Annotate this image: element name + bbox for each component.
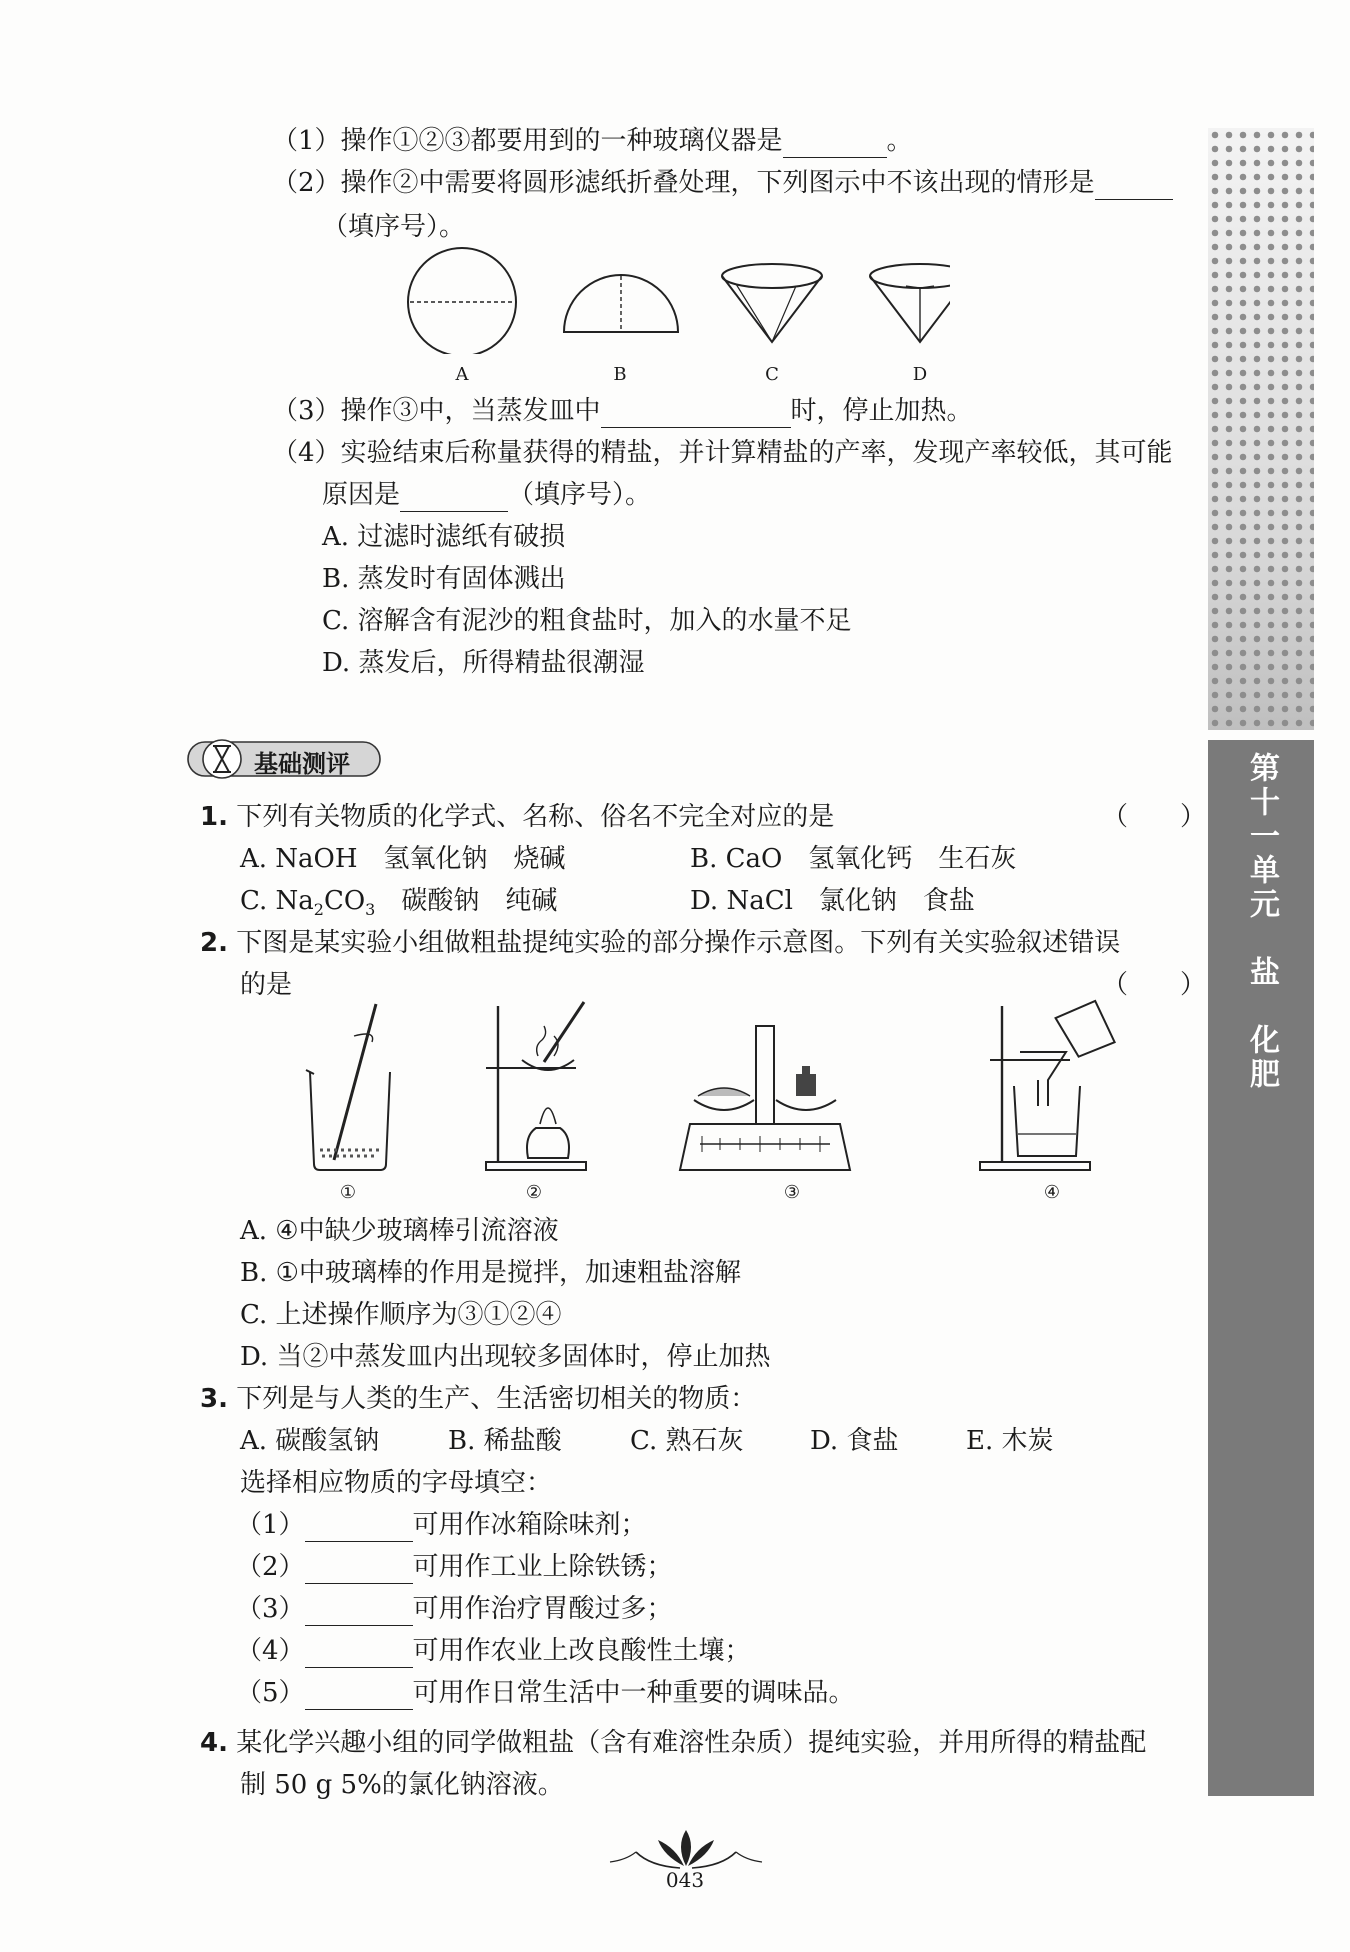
top-q4-suffix: （填序号）。 bbox=[508, 480, 652, 510]
q4-stem bbox=[200, 1726, 1146, 1760]
q3-item-1-label: （1） bbox=[236, 1510, 305, 1540]
fig-label-3: ③ bbox=[783, 1182, 801, 1203]
filter-b-figure bbox=[564, 275, 678, 332]
fig-label-4: ④ bbox=[1043, 1182, 1061, 1203]
q1-text: 下列有关物质的化学式、名称、俗名不完全对应的是 bbox=[236, 802, 835, 832]
filter-label-c: C bbox=[765, 364, 779, 385]
q1-option-c-pre: C. Na bbox=[240, 886, 314, 916]
q2-text-line2: 的是 bbox=[240, 970, 293, 1000]
filter-label-b: B bbox=[613, 364, 627, 385]
q3-choice-a: A. 碳酸氢钠 bbox=[240, 1426, 380, 1456]
answer-blank[interactable] bbox=[783, 131, 887, 158]
top-q3-text: （3）操作③中，当蒸发皿中 bbox=[272, 396, 601, 426]
q1-option-c-sub2: 3 bbox=[365, 900, 376, 920]
q3-item-2-text: 可用作工业上除铁锈； bbox=[412, 1552, 673, 1582]
top-q3-suffix: 时，停止加热。 bbox=[790, 396, 973, 426]
filter-d-figure bbox=[870, 264, 950, 342]
q2-stem bbox=[200, 926, 1120, 960]
top-q2-line2: （填序号）。 bbox=[322, 212, 466, 242]
q3-choice-c: C. 熟石灰 bbox=[630, 1426, 744, 1456]
q1-option-c-post: 碳酸钠 纯碱 bbox=[375, 886, 558, 916]
q2-option-c: C. 上述操作顺序为③①②④ bbox=[240, 1300, 562, 1330]
filter-a-figure bbox=[408, 248, 516, 354]
top-q1-suffix: 。 bbox=[886, 126, 913, 156]
q3-choice-e: E. 木炭 bbox=[966, 1426, 1054, 1456]
balance-scale-figure bbox=[680, 1026, 850, 1170]
q1-option-b: B. CaO 氢氧化钙 生石灰 bbox=[690, 844, 1017, 874]
q3-item-2-label: （2） bbox=[236, 1552, 305, 1582]
page-number: 043 bbox=[665, 1868, 705, 1892]
fig-label-1: ① bbox=[339, 1182, 357, 1203]
q2-text: 下图是某实验小组做粗盐提纯实验的部分操作示意图。下列有关实验叙述错误 bbox=[236, 928, 1121, 958]
top-q2-line1 bbox=[272, 166, 1173, 200]
q4-text: 某化学兴趣小组的同学做粗盐（含有难溶性杂质）提纯实验，并用所得的精盐配 bbox=[236, 1728, 1147, 1758]
q1-option-c-mid: CO bbox=[323, 886, 366, 916]
q3-choice-d: D. 食盐 bbox=[810, 1426, 899, 1456]
filter-label-a: A bbox=[455, 364, 469, 385]
q4-text-line2: 制 50 g 5%的氯化钠溶液。 bbox=[240, 1770, 564, 1800]
q3-item-3-label: （3） bbox=[236, 1594, 305, 1624]
answer-blank[interactable] bbox=[305, 1557, 413, 1584]
q3-item-1-text: 可用作冰箱除味剂； bbox=[412, 1510, 647, 1540]
q1-option-c-sub1: 2 bbox=[313, 900, 324, 920]
q2-apparatus-figures bbox=[290, 996, 1140, 1176]
top-q2-text: （2）操作②中需要将圆形滤纸折叠处理，下列图示中不该出现的情形是 bbox=[272, 168, 1095, 198]
q3-item-3 bbox=[236, 1592, 673, 1626]
q3-instruction: 选择相应物质的字母填空： bbox=[240, 1468, 553, 1498]
hourglass-icon bbox=[203, 740, 241, 778]
answer-blank[interactable] bbox=[601, 401, 791, 428]
q1-option-a: A. NaOH 氢氧化钠 烧碱 bbox=[240, 844, 566, 874]
fig-label-2: ② bbox=[525, 1182, 543, 1203]
filtration-figure bbox=[980, 999, 1116, 1170]
top-q1-text: （1）操作①②③都要用到的一种玻璃仪器是 bbox=[272, 126, 783, 156]
top-q4-option-c: C. 溶解含有泥沙的粗食盐时，加入的水量不足 bbox=[322, 606, 852, 636]
q3-choice-b: B. 稀盐酸 bbox=[448, 1426, 562, 1456]
top-q1 bbox=[272, 124, 913, 158]
q1-option-d: D. NaCl 氯化钠 食盐 bbox=[690, 886, 975, 916]
filter-paper-figures bbox=[400, 246, 950, 354]
q1-option-c bbox=[240, 884, 557, 927]
answer-blank[interactable] bbox=[305, 1599, 413, 1626]
section-title: 基础测评 bbox=[254, 750, 350, 778]
filter-c-figure bbox=[722, 264, 822, 342]
q2-option-a: A. ④中缺少玻璃棒引流溶液 bbox=[240, 1216, 559, 1246]
top-q3 bbox=[272, 394, 973, 428]
filter-label-d: D bbox=[912, 364, 928, 385]
q1-number: 1. bbox=[200, 802, 228, 832]
answer-blank[interactable] bbox=[305, 1641, 413, 1668]
q3-item-4-text: 可用作农业上改良酸性土壤； bbox=[412, 1636, 751, 1666]
q3-item-4-label: （4） bbox=[236, 1636, 305, 1666]
q3-number: 3. bbox=[200, 1384, 228, 1414]
q3-item-5-label: （5） bbox=[236, 1678, 305, 1708]
q3-stem bbox=[200, 1382, 756, 1416]
q3-item-1 bbox=[236, 1508, 647, 1542]
q3-item-3-text: 可用作治疗胃酸过多； bbox=[412, 1594, 673, 1624]
answer-blank[interactable] bbox=[1095, 173, 1173, 200]
sidebar-pattern bbox=[1208, 128, 1314, 730]
q2-number: 2. bbox=[200, 928, 228, 958]
q3-item-5 bbox=[236, 1676, 855, 1710]
q2-option-d: D. 当②中蒸发皿内出现较多固体时，停止加热 bbox=[240, 1342, 771, 1372]
top-q4-prefix: 原因是 bbox=[322, 480, 401, 510]
q3-item-2 bbox=[236, 1550, 673, 1584]
q4-number: 4. bbox=[200, 1728, 228, 1758]
chapter-title: 第十一单元 盐 化肥 bbox=[1244, 752, 1279, 1092]
answer-blank[interactable] bbox=[305, 1515, 413, 1542]
top-q4-line1: （4）实验结束后称量获得的精盐，并计算精盐的产率，发现产率较低，其可能 bbox=[272, 438, 1173, 468]
top-q4-option-d: D. 蒸发后，所得精盐很潮湿 bbox=[322, 648, 645, 678]
answer-blank[interactable] bbox=[305, 1683, 413, 1710]
answer-blank[interactable] bbox=[400, 485, 508, 512]
q2-option-b: B. ①中玻璃棒的作用是搅拌，加速粗盐溶解 bbox=[240, 1258, 741, 1288]
top-q4-option-b: B. 蒸发时有固体溅出 bbox=[322, 564, 566, 594]
q1-answer-bracket[interactable]: （ ） bbox=[1102, 802, 1207, 832]
top-q4-line2 bbox=[322, 478, 651, 512]
q1-stem bbox=[200, 800, 834, 834]
q3-item-4 bbox=[236, 1634, 751, 1668]
beaker-stirring-figure bbox=[306, 1004, 390, 1170]
leaf-ornament-icon bbox=[606, 1826, 766, 1872]
q3-item-5-text: 可用作日常生活中一种重要的调味品。 bbox=[412, 1678, 855, 1708]
q2-answer-bracket[interactable]: （ ） bbox=[1102, 970, 1207, 1000]
q3-text: 下列是与人类的生产、生活密切相关的物质： bbox=[236, 1384, 757, 1414]
evaporation-figure bbox=[486, 1002, 586, 1170]
top-q4-option-a: A. 过滤时滤纸有破损 bbox=[322, 522, 566, 552]
